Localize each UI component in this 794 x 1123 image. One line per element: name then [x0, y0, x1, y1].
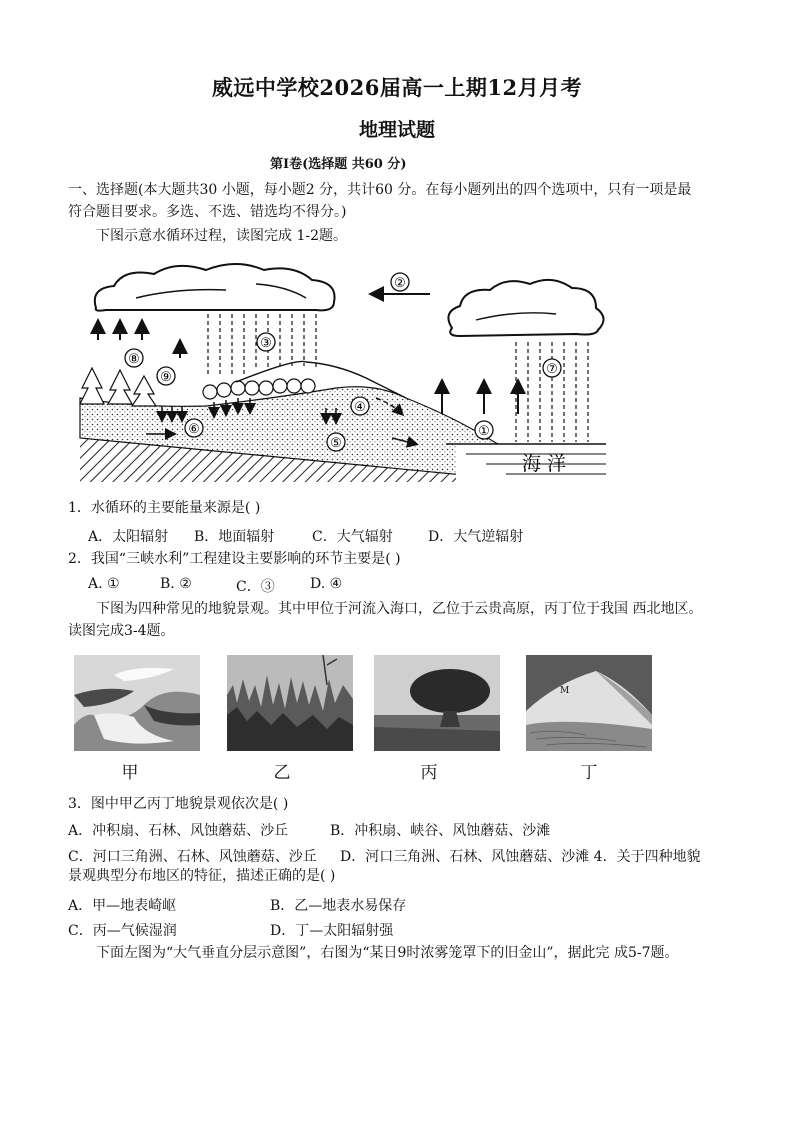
- subject-title: 地理试题: [358, 119, 435, 141]
- section-heading-line1: 一、选择题(本大题共30 小题，每小题2 分，共计60 分。在每小题列出的四个选项中，只有一项是最: [68, 182, 692, 198]
- sea-label: 海 洋: [522, 453, 567, 475]
- q4-options-row2: [68, 920, 728, 940]
- q1-option-c[interactable]: C．大气辐射: [312, 529, 393, 545]
- photo-label-yi: 乙: [273, 763, 291, 783]
- part-title: 第Ⅰ卷(选择题 共60 分): [270, 157, 407, 172]
- label-8: ⑧: [128, 352, 140, 367]
- q1-option-a[interactable]: A．太阳辐射: [88, 529, 169, 545]
- left-cloud: [95, 264, 335, 311]
- rain-sea: [516, 342, 588, 442]
- photo-label-ding: 丁: [580, 763, 598, 783]
- label-9: ⑨: [160, 370, 172, 385]
- photo-label-jia: 甲: [121, 763, 139, 783]
- q4-option-d[interactable]: D．丁—太阳辐射强: [270, 923, 394, 939]
- intro-q3-4-line2: 读图完成3-4题。: [68, 623, 175, 639]
- label-1: ①: [478, 424, 490, 439]
- q1-stem: 1．水循环的主要能量来源是( ): [68, 500, 261, 516]
- q3-options-row2: [68, 846, 728, 866]
- q2-option-b[interactable]: B. ②: [160, 576, 192, 592]
- q4-options-row1: [68, 895, 728, 915]
- right-cloud: [448, 280, 603, 336]
- label-3: ③: [260, 336, 272, 351]
- exam-title: 威远中学校2026届高一上期12月月考: [211, 75, 583, 100]
- photo-ding-sand-dune: [526, 655, 652, 751]
- photo-yi-stone-forest: [227, 655, 353, 751]
- q4-option-c[interactable]: C．丙—气候湿润: [68, 923, 177, 939]
- section-heading-line2: 符合题目要求。多选、不选、错选均不得分。): [68, 204, 347, 220]
- q3-options-row1: [68, 820, 728, 840]
- intro-q1-2: 下图示意水循环过程，读图完成 1-2题。: [96, 228, 347, 244]
- water-cycle-diagram: [76, 258, 612, 482]
- q2-options: [88, 576, 728, 596]
- q1-option-d[interactable]: D．大气逆辐射: [428, 529, 524, 545]
- q2-option-c[interactable]: C．③: [236, 579, 275, 595]
- sea-evaporation-arrows: [442, 382, 518, 414]
- ding-mark-m: M: [560, 686, 570, 696]
- q1-options: [88, 526, 728, 546]
- q3-option-a[interactable]: A．冲积扇、石林、风蚀蘑菇、沙丘: [68, 823, 289, 839]
- q1-option-b[interactable]: B．地面辐射: [194, 529, 275, 545]
- photo-bing-mushroom-rock: [374, 655, 500, 751]
- q3-stem: 3．图中甲乙丙丁地貌景观依次是( ): [68, 796, 289, 812]
- q2-option-d[interactable]: D. ④: [310, 576, 343, 592]
- label-4: ④: [354, 400, 366, 415]
- intro-q3-4-line1: 下图为四种常见的地貌景观。其中甲位于河流入海口，乙位于云贵高原，丙丁位于我国 西北地区。: [96, 601, 703, 617]
- q3-option-b[interactable]: B．冲积扇、峡谷、风蚀蘑菇、沙滩: [330, 823, 551, 839]
- q2-stem: 2．我国“三峡水利”工程建设主要影响的环节主要是( ): [68, 551, 401, 567]
- q4-option-a[interactable]: A．甲—地表崎岖: [68, 898, 177, 914]
- q3-option-d-and-q4-stem[interactable]: D．河口三角洲、石林、风蚀蘑菇、沙滩 4．关于四种地貌: [340, 849, 701, 865]
- photo-label-bing: 丙: [420, 763, 438, 783]
- q2-option-a[interactable]: A. ①: [88, 576, 120, 592]
- label-2: ②: [394, 276, 406, 291]
- q4-option-b[interactable]: B．乙—地表水易保存: [270, 898, 407, 914]
- q3-option-c[interactable]: C．河口三角洲、石林、风蚀蘑菇、沙丘: [68, 849, 317, 865]
- photo-jia-delta: [74, 655, 200, 751]
- label-7: ⑦: [546, 362, 558, 377]
- intro-q5-7: 下面左图为“大气垂直分层示意图”，右图为“某日9时浓雾笼罩下的旧金山”，据此完 成5-7题。: [96, 945, 679, 961]
- q4-stem-cont: 景观典型分布地区的特征，描述正确的是( ): [68, 868, 336, 884]
- label-6: ⑥: [188, 422, 200, 437]
- label-5: ⑤: [330, 436, 342, 451]
